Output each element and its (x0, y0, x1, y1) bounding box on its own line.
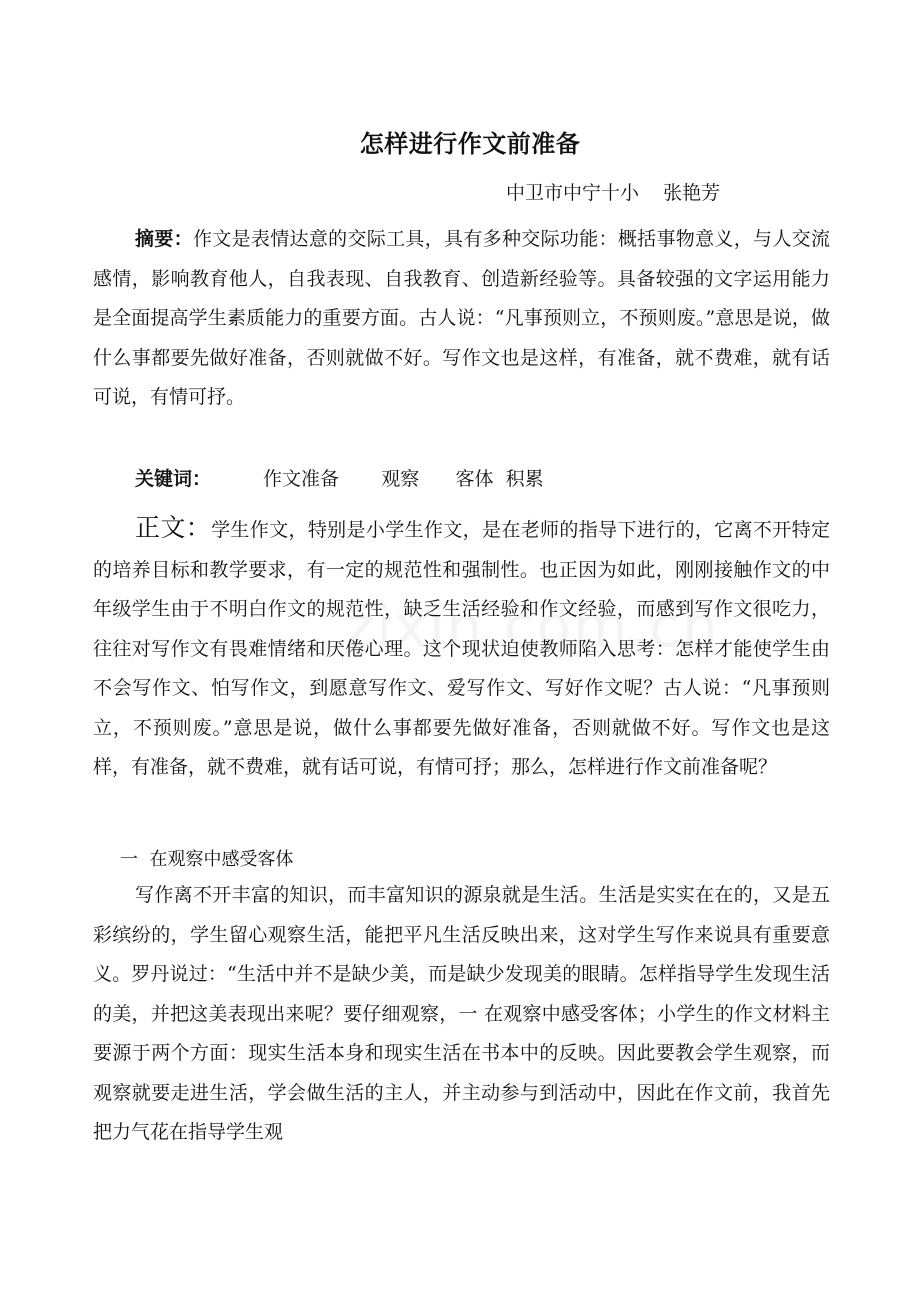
keywords-label: 关键词： (135, 468, 212, 490)
section-heading: 一 在观察中感受客体 (120, 849, 294, 870)
section-paragraph: 写作离不开丰富的知识，而丰富知识的源泉就是生活。生活是实实在在的，又是五彩缤纷的，学生留心观察生活，能把平凡生活反映出来，这对学生写作来说具有重要意义。罗丹说过：“生活中并不是缺少美，而是缺少发现美的眼睛。怎样指导学生发现生活的美，并把这美表现出来呢？要仔细观察，一 在观察中感受客体；小学生的作文材料主要源于两个方面：现实生活本身和现实生活在书本中的反映。因此要教会学生观察，而观察就要走进生活，学会做生活的主人，并主动参与到活动中，因此在作文前，我首先把力气花在指导学生观 (93, 884, 830, 1143)
keywords-text: 作文准备 观察 客体 积累 (263, 468, 544, 490)
body-paragraph (93, 508, 830, 788)
abstract-label: 摘要： (135, 228, 193, 250)
abstract-paragraph (93, 220, 830, 418)
author-line: 中卫市中宁十小 张艳芳 (506, 182, 721, 204)
keywords-line (135, 464, 544, 491)
abstract-text: 作文是表情达意的交际工具，具有多种交际功能：概括事物意义，与人交流感情，影响教育他人，自我表现、自我教育、创造新经验等。具备较强的文字运用能力是全面提高学生素质能力的重要方面。古人说：“凡事预则立，不预则废。”意思是说，做什么事都要先做好准备，否则就做不好。写作文也是这样，有准备，就不费难，就有话可说，有情可抒。 (93, 228, 830, 408)
document-title: 怎样进行作文前准备 (359, 130, 581, 158)
body-text: 学生作文，特别是小学生作文，是在老师的指导下进行的，它离不开特定的培养目标和教学要求，有一定的规范性和强制性。也正因为如此，刚刚接触作文的中年级学生由于不明白作文的规范性，缺乏生活经验和作文经验，而感到写作文很吃力，往往对写作文有畏难情绪和厌倦心理。这个现状迫使教师陷入思考：怎样才能使学生由不会写作文、怕写作文，到愿意写作文、爱写作文、写好作文呢？古人说：“凡事预则立，不预则废。”意思是说，做什么事都要先做好准备，否则就做不好。写作文也是这样，有准备，就不费难，就有话可说，有情可抒；那么，怎样进行作文前准备呢？ (93, 519, 830, 778)
body-label: 正文： (135, 513, 212, 542)
